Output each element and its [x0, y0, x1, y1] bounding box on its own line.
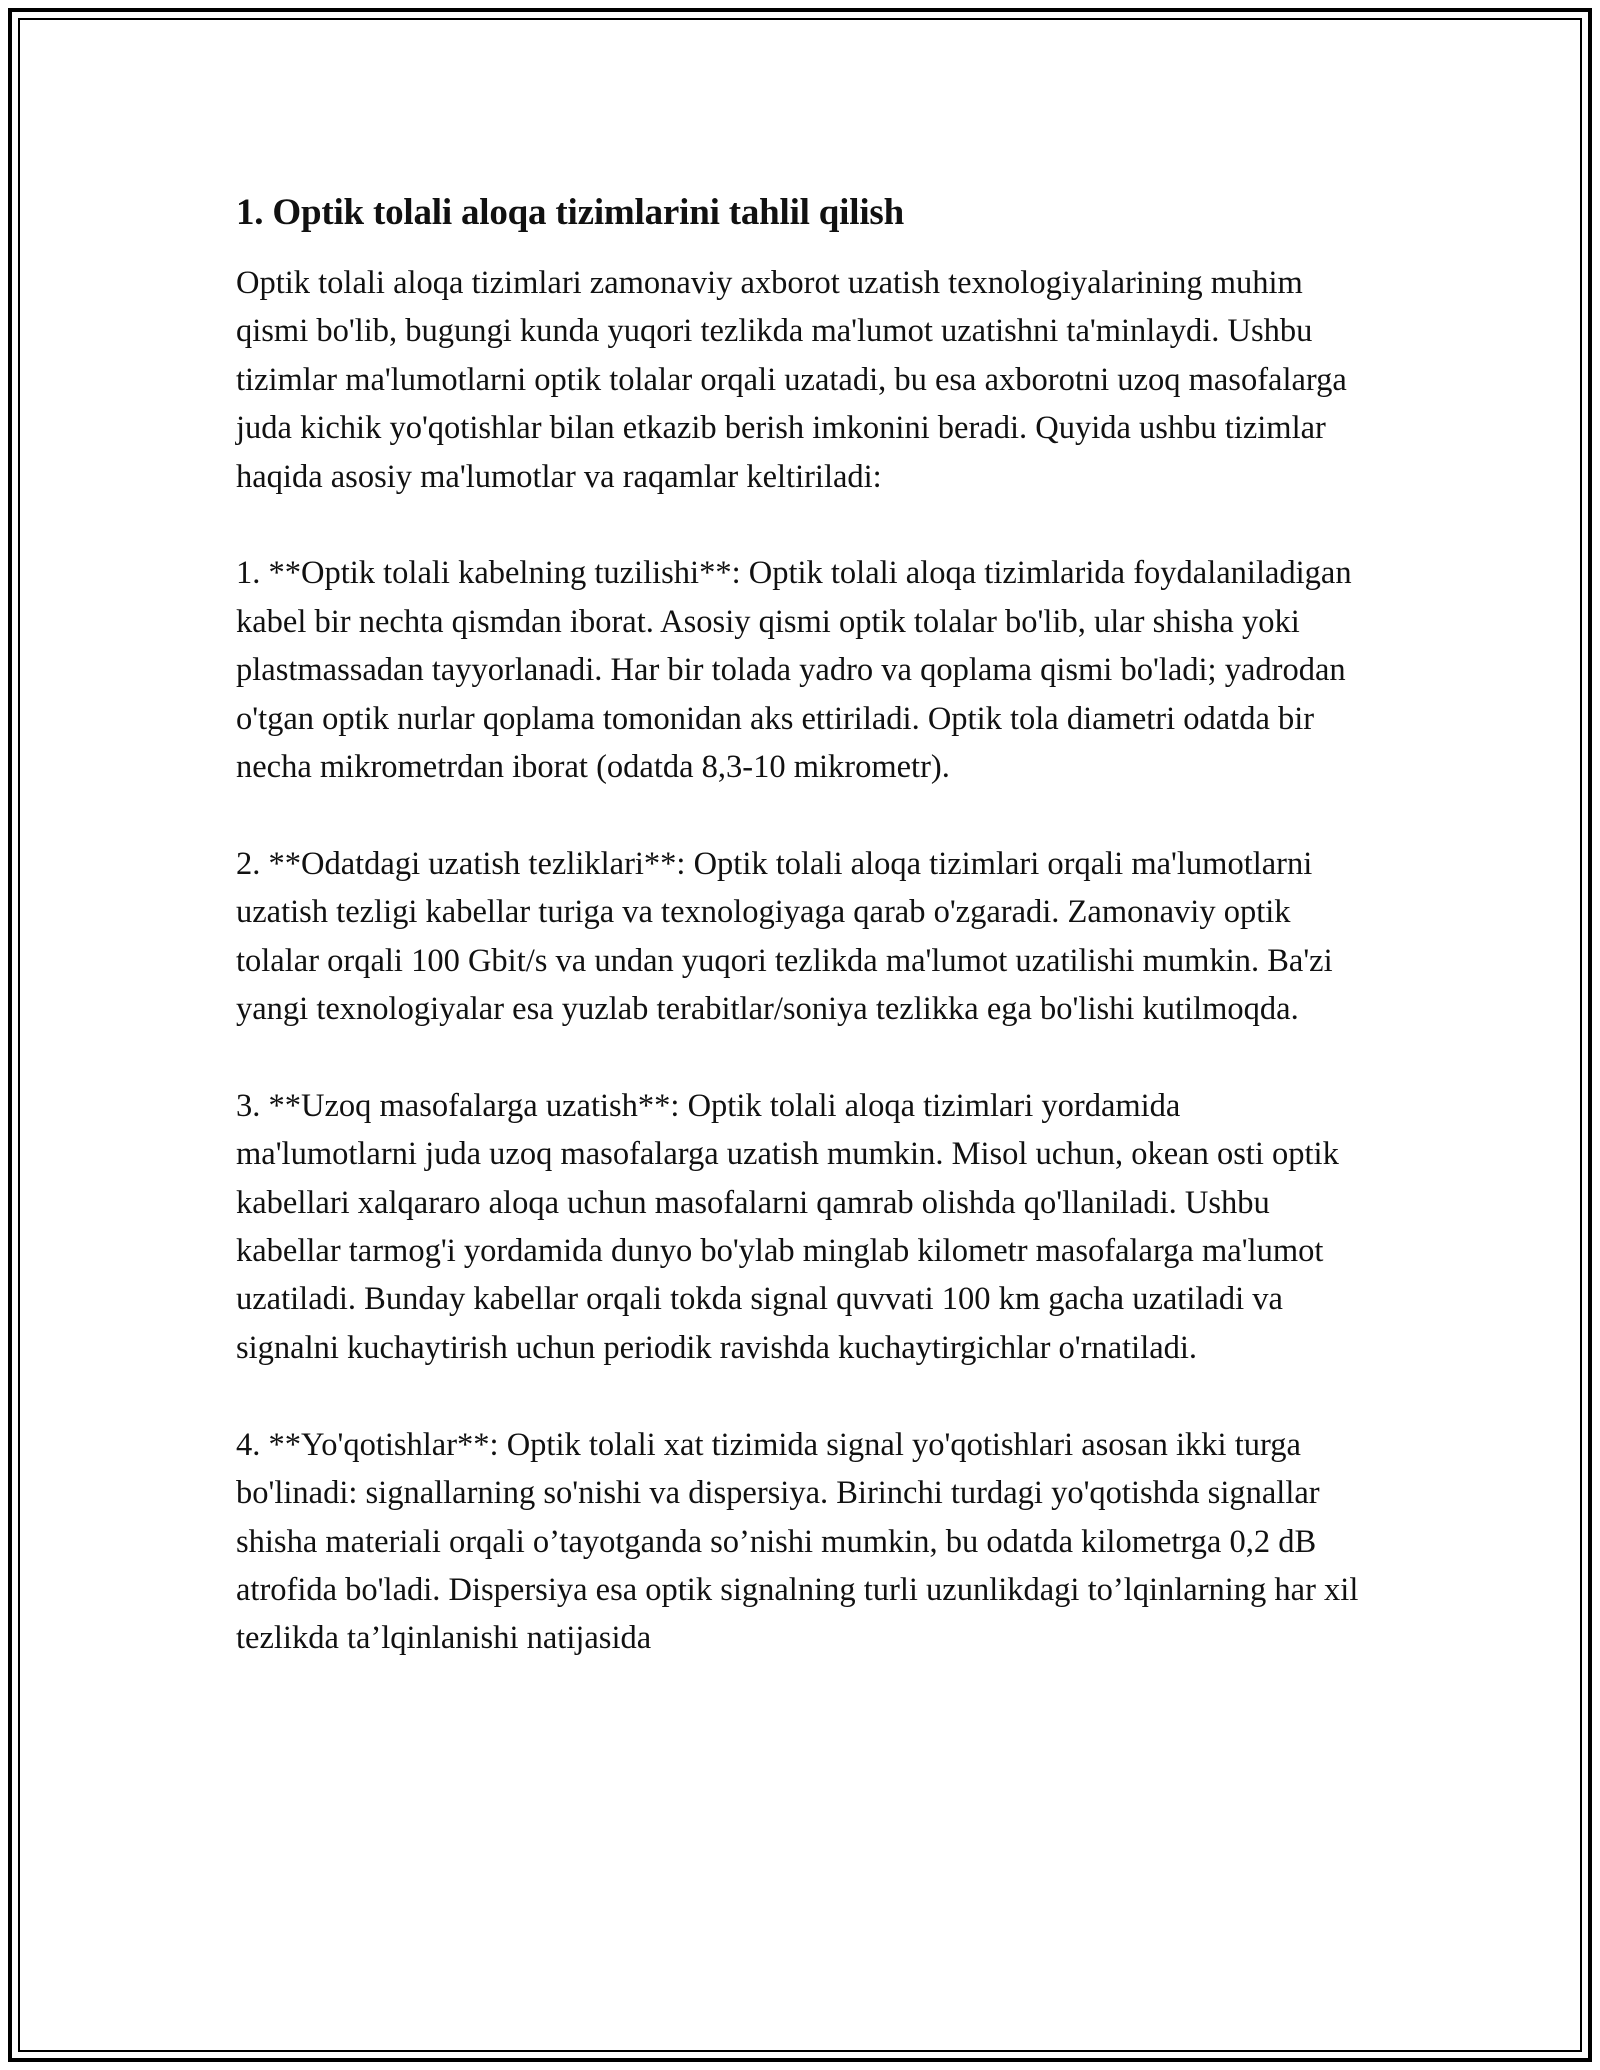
section-heading: 1. Optik tolali aloqa tizimlarini tahlil qilish	[236, 192, 905, 233]
document-body	[236, 186, 1366, 1711]
paragraph-cable-structure: 1. **Optik tolali kabelning tuzilishi**: Optik tolali aloqa tizimlarida foydalaniladigan kabel bir nechta qismdan iborat. Asosiy qismi optik tolalar bo'lib, ular shisha yoki plastmassadan tayyorlanadi. Har bir tolada yadro va qoplama qismi bo'ladi; yadrodan o'tgan optik nurlar qoplama tomonidan aks ettiriladi. Optik tola diametri odatda bir necha mikrometrdan iborat (odatda 8,3-10 mikrometr).	[236, 555, 1352, 786]
paragraph-long-distance: 3. **Uzoq masofalarga uzatish**: Optik tolali aloqa tizimlari yordamida ma'lumotlarni juda uzoq masofalarga uzatish mumkin. Misol uchun, okean osti optik kabellari xalqararo aloqa uchun masofalarni qamrab olishda qo'llaniladi. Ushbu kabellar tarmog'i yordamida dunyo bo'ylab minglab kilometr masofalarga ma'lumot uzatiladi. Bunday kabellar orqali tokda signal quvvati 100 km gacha uzatiladi va signalni kuchaytirish uchun periodik ravishda kuchaytirgichlar o'rnatiladi.	[236, 1087, 1339, 1366]
paragraph-transmission-speeds: 2. **Odatdagi uzatish tezliklari**: Optik tolali aloqa tizimlari orqali ma'lumotlarni uzatish tezligi kabellar turiga va texnologiyaga qarab o'zgaradi. Zamonaviy optik tolalar orqali 100 Gbit/s va undan yuqori tezlikda ma'lumot uzatilishi mumkin. Ba'zi yangi texnologiyalar esa yuzlab terabitlar/soniya tezlikka ega bo'lishi kutilmoqda.	[236, 845, 1333, 1028]
intro-paragraph: Optik tolali aloqa tizimlari zamonaviy axborot uzatish texnologiyalarining muhim qismi bo'lib, bugungi kunda yuqori tezlikda ma'lumot uzatishni ta'minlaydi. Ushbu tizimlar ma'lumotlarni optik tolalar orqali uzatadi, bu esa axborotni uzoq masofalarga juda kichik yo'qotishlar bilan etkazib berish imkonini beradi. Quyida ushbu tizimlar haqida asosiy ma'lumotlar va raqamlar keltiriladi:	[236, 265, 1347, 495]
paragraph-losses: 4. **Yo'qotishlar**: Optik tolali xat tizimida signal yo'qotishlari asosan ikki turga bo'linadi: signallarning so'nishi va dispersiya. Birinchi turdagi yo'qotishda signallar shisha materiali orqali o’tayotganda so’nishi mumkin, bu odatda kilometrga 0,2 dB atrofida bo'ladi. Dispersiya esa optik signalning turli uzunlikdagi to’lqinlarning har xil tezlikda ta’lqinlanishi natijasida	[236, 1426, 1359, 1657]
